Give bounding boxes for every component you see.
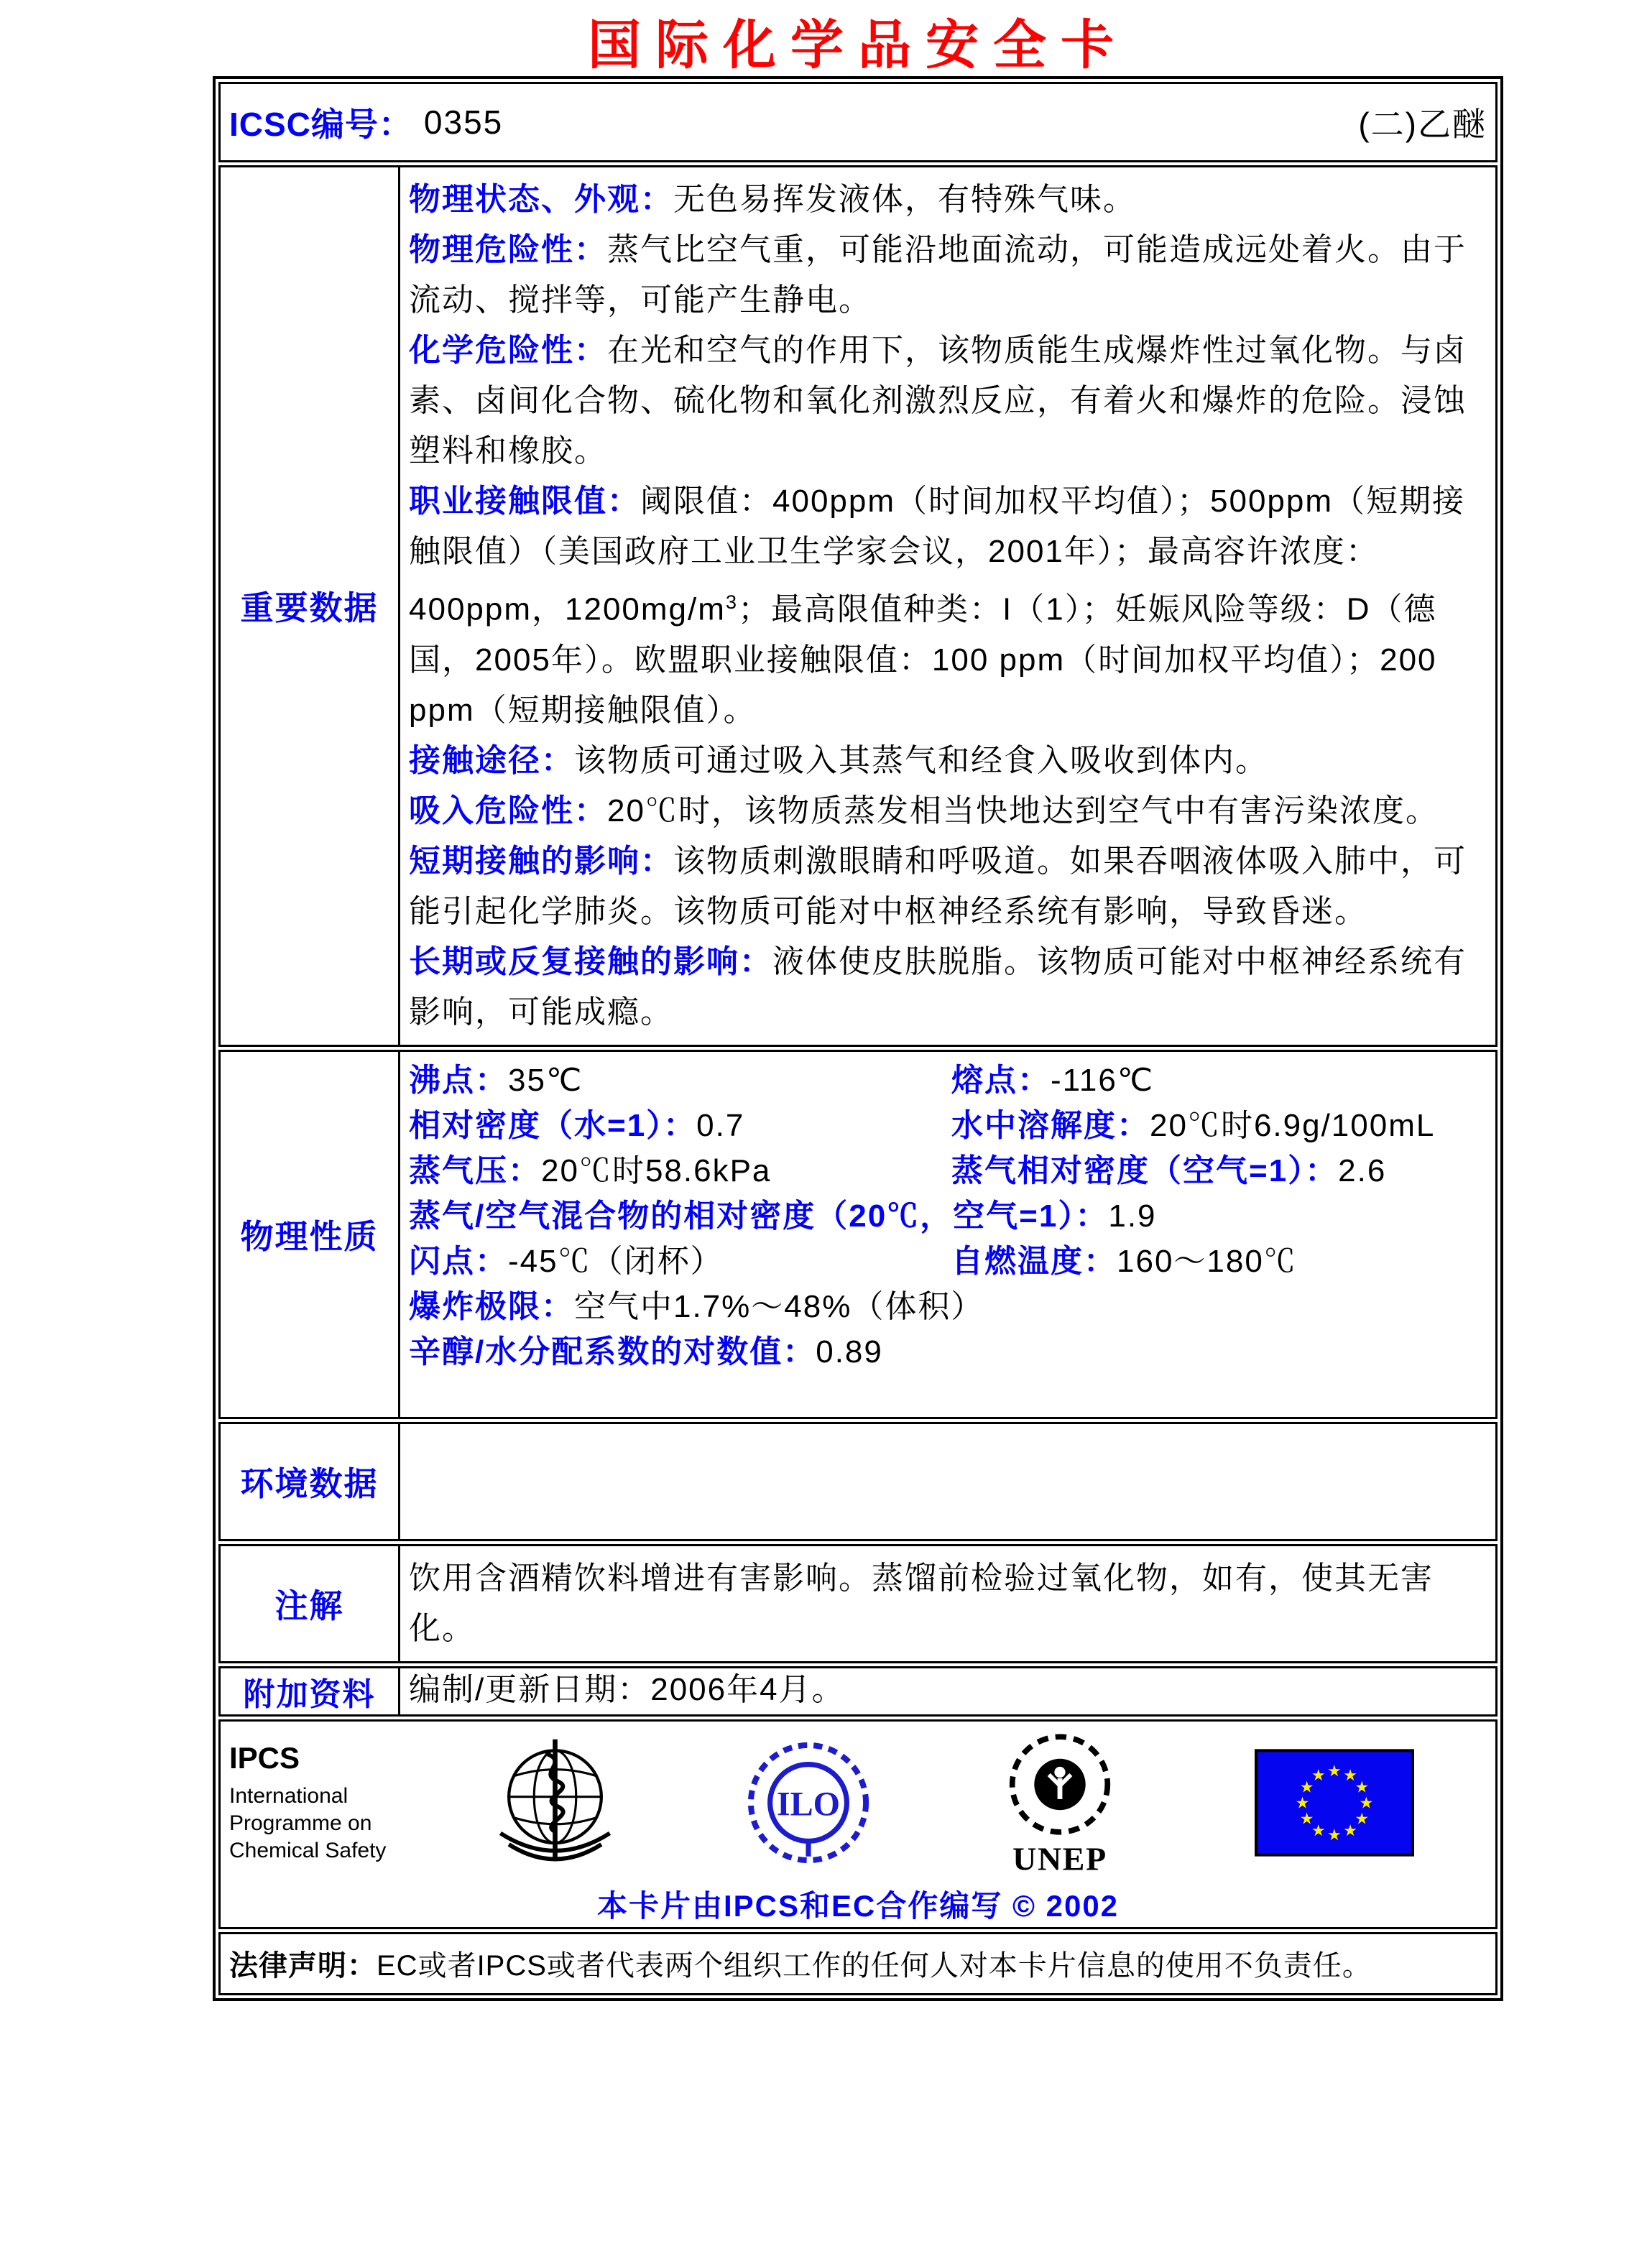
ipcs-name-line: Chemical Safety <box>229 1838 387 1862</box>
property-label: 自燃温度： <box>951 1243 1117 1279</box>
svg-text:★: ★ <box>1327 1761 1342 1780</box>
property-label: 相对密度（水=1）： <box>409 1107 697 1143</box>
additional-info-label: 附加资料 <box>221 1668 400 1714</box>
property-melting-point <box>951 1058 1154 1103</box>
field-label: 吸入危险性： <box>409 793 607 828</box>
physical-properties-content <box>400 1052 1495 1417</box>
important-data-section <box>218 165 1498 1047</box>
notes-section <box>218 1544 1498 1663</box>
physical-row-4 <box>409 1193 1490 1239</box>
property-vapor-pressure <box>409 1148 951 1193</box>
page-title: 国际化学品安全卡 <box>588 14 1128 76</box>
physical-row-2 <box>409 1103 1490 1148</box>
svg-text:★: ★ <box>1299 1809 1314 1828</box>
property-flash-point <box>409 1239 951 1284</box>
environmental-data-label: 环境数据 <box>221 1424 400 1539</box>
svg-text:★: ★ <box>1355 1777 1370 1796</box>
field-chemical-danger <box>409 325 1490 476</box>
property-value: 1.9 <box>1108 1198 1157 1234</box>
property-value: 20℃时58.6kPa <box>541 1152 772 1188</box>
ipcs-acronym: IPCS <box>229 1740 300 1775</box>
chemical-name: (二)乙醚 <box>1358 106 1487 143</box>
svg-text:ILO: ILO <box>776 1784 841 1823</box>
property-value: 20℃时6.9g/100mL <box>1150 1107 1436 1143</box>
field-inhalation-risk <box>409 786 1490 836</box>
who-logo-icon <box>485 1732 625 1872</box>
property-value: 2.6 <box>1338 1152 1387 1188</box>
field-label: 职业接触限值： <box>409 484 640 519</box>
physical-row-6 <box>409 1284 1490 1329</box>
field-occupational-limits <box>409 476 1490 736</box>
header-row <box>218 82 1498 162</box>
unep-logo-icon <box>999 1728 1121 1877</box>
field-label: 物理危险性： <box>409 232 607 267</box>
property-vapor-density <box>951 1148 1386 1193</box>
property-boiling-point <box>409 1058 951 1103</box>
property-relative-density <box>409 1103 951 1148</box>
additional-info-content: 编制/更新日期：2006年4月。 <box>409 1671 845 1707</box>
icsc-number-label: ICSC编号： <box>229 106 412 143</box>
property-value: 0.89 <box>816 1334 883 1369</box>
property-value: 空气中1.7%～48%（体积） <box>574 1288 984 1324</box>
field-label: 物理状态、外观： <box>409 182 673 217</box>
field-physical-danger <box>409 225 1490 325</box>
environmental-data-content <box>400 1424 1495 1539</box>
physical-row-5 <box>409 1239 1490 1284</box>
field-text: 在光和空气的作用下，该物质能生成爆炸性过氧化物。与卤素、卤间化合物、硫化物和氧化剂激烈反应，有着火和爆炸的危险。浸蚀塑料和橡胶。 <box>409 333 1467 468</box>
important-data-content <box>400 167 1495 1045</box>
important-data-label: 重要数据 <box>221 167 400 1045</box>
field-exposure-routes <box>409 736 1490 786</box>
physical-properties-section <box>218 1050 1498 1419</box>
property-value: 0.7 <box>696 1107 745 1143</box>
field-long-term-effects <box>409 937 1490 1038</box>
field-text: 该物质可通过吸入其蒸气和经食入吸收到体内。 <box>574 742 1268 778</box>
physical-properties-label: 物理性质 <box>221 1052 400 1417</box>
property-explosive-limits <box>409 1284 1490 1329</box>
field-text: 该物质刺激眼睛和呼吸道。如果吞咽液体吸入肺中，可能引起化学肺炎。该物质可能对中枢神经系统有影响，导致昏迷。 <box>409 843 1467 929</box>
field-text: 阈限值：400ppm（时间加权平均值）；500ppm（短期接触限值）（美国政府工业卫生学家会议，2001年）；最高容许浓度：400ppm，1200mg/m <box>409 484 1466 627</box>
property-vapor-air-density <box>409 1193 1490 1239</box>
superscript: 3 <box>725 591 739 613</box>
ipcs-text-block <box>229 1741 445 1865</box>
physical-row-3 <box>409 1148 1490 1193</box>
property-value: -116℃ <box>1051 1062 1155 1098</box>
field-text: 蒸气比空气重，可能沿地面流动，可能造成远处着火。由于流动、搅拌等，可能产生静电。 <box>409 232 1467 318</box>
ipcs-name-line: Programme on <box>229 1811 372 1835</box>
property-autoignition-temperature <box>951 1239 1297 1284</box>
ilo-logo-icon <box>744 1739 872 1867</box>
legal-notice-label: 法律声明： <box>229 1950 377 1982</box>
svg-text:★: ★ <box>1327 1825 1342 1844</box>
notes-label: 注解 <box>221 1546 400 1661</box>
field-label: 短期接触的影响： <box>409 843 673 879</box>
property-label: 水中溶解度： <box>951 1107 1150 1143</box>
field-text: 无色易挥发液体，有特殊气味。 <box>673 182 1136 217</box>
field-label: 化学危险性： <box>409 333 607 368</box>
svg-text:★: ★ <box>1311 1821 1326 1839</box>
property-value: 35℃ <box>508 1062 583 1098</box>
property-label: 熔点： <box>951 1062 1051 1098</box>
logos-strip <box>229 1727 1487 1878</box>
svg-text:★: ★ <box>1355 1809 1370 1828</box>
svg-text:★: ★ <box>1311 1765 1326 1784</box>
legal-notice-text: EC或者IPCS或者代表两个组织工作的任何人对本卡片信息的使用不负责任。 <box>377 1950 1372 1982</box>
property-label: 蒸气/空气混合物的相对密度（20℃，空气=1）： <box>409 1198 1109 1234</box>
property-value: -45℃（闭杯） <box>508 1243 724 1279</box>
property-label: 辛醇/水分配系数的对数值： <box>409 1334 816 1369</box>
field-physical-state <box>409 175 1490 225</box>
ipcs-name-line: International <box>229 1783 349 1808</box>
field-label: 接触途径： <box>409 742 574 778</box>
property-label: 爆炸极限： <box>409 1288 574 1324</box>
organizations-section <box>218 1719 1498 1929</box>
field-short-term-effects <box>409 836 1490 937</box>
property-label: 蒸气压： <box>409 1152 541 1188</box>
notes-content: 饮用含酒精饮料增进有害影响。蒸馏前检验过氧化物，如有，使其无害化。 <box>409 1560 1434 1646</box>
cooperation-caption: 本卡片由IPCS和EC合作编写 © 2002 <box>596 1888 1120 1923</box>
property-octanol-water-partition <box>409 1329 1490 1375</box>
svg-text:★: ★ <box>1343 1821 1358 1839</box>
svg-text:★: ★ <box>1359 1793 1374 1812</box>
property-water-solubility <box>951 1103 1435 1148</box>
eu-flag-icon <box>1255 1749 1414 1857</box>
field-text: 20℃时，该物质蒸发相当快地达到空气中有害污染浓度。 <box>607 793 1439 828</box>
icsc-card <box>213 76 1503 2001</box>
icsc-number-value: 0355 <box>423 103 504 141</box>
property-value: 160～180℃ <box>1117 1243 1297 1279</box>
field-label: 长期或反复接触的影响： <box>409 943 772 979</box>
svg-text:UNEP: UNEP <box>1012 1840 1107 1877</box>
physical-row-7 <box>409 1329 1490 1375</box>
additional-info-section <box>218 1666 1498 1717</box>
environmental-data-section <box>218 1422 1498 1541</box>
svg-text:★: ★ <box>1295 1793 1310 1812</box>
legal-notice-section <box>218 1932 1498 1995</box>
svg-text:★: ★ <box>1299 1777 1314 1796</box>
field-text: 液体使皮肤脱脂。该物质可能对中枢神经系统有影响，可能成瘾。 <box>409 943 1467 1030</box>
physical-row-1 <box>409 1058 1490 1103</box>
property-label: 蒸气相对密度（空气=1）： <box>951 1152 1339 1188</box>
field-text: ；最高限值种类：I（1）；妊娠风险等级：D（德国，2005年）。欧盟职业接触限值：100 ppm（时间加权平均值）；200 ppm（短期接触限值）。 <box>409 591 1437 728</box>
property-label: 沸点： <box>409 1062 508 1098</box>
svg-text:★: ★ <box>1343 1765 1358 1784</box>
property-label: 闪点： <box>409 1243 508 1279</box>
